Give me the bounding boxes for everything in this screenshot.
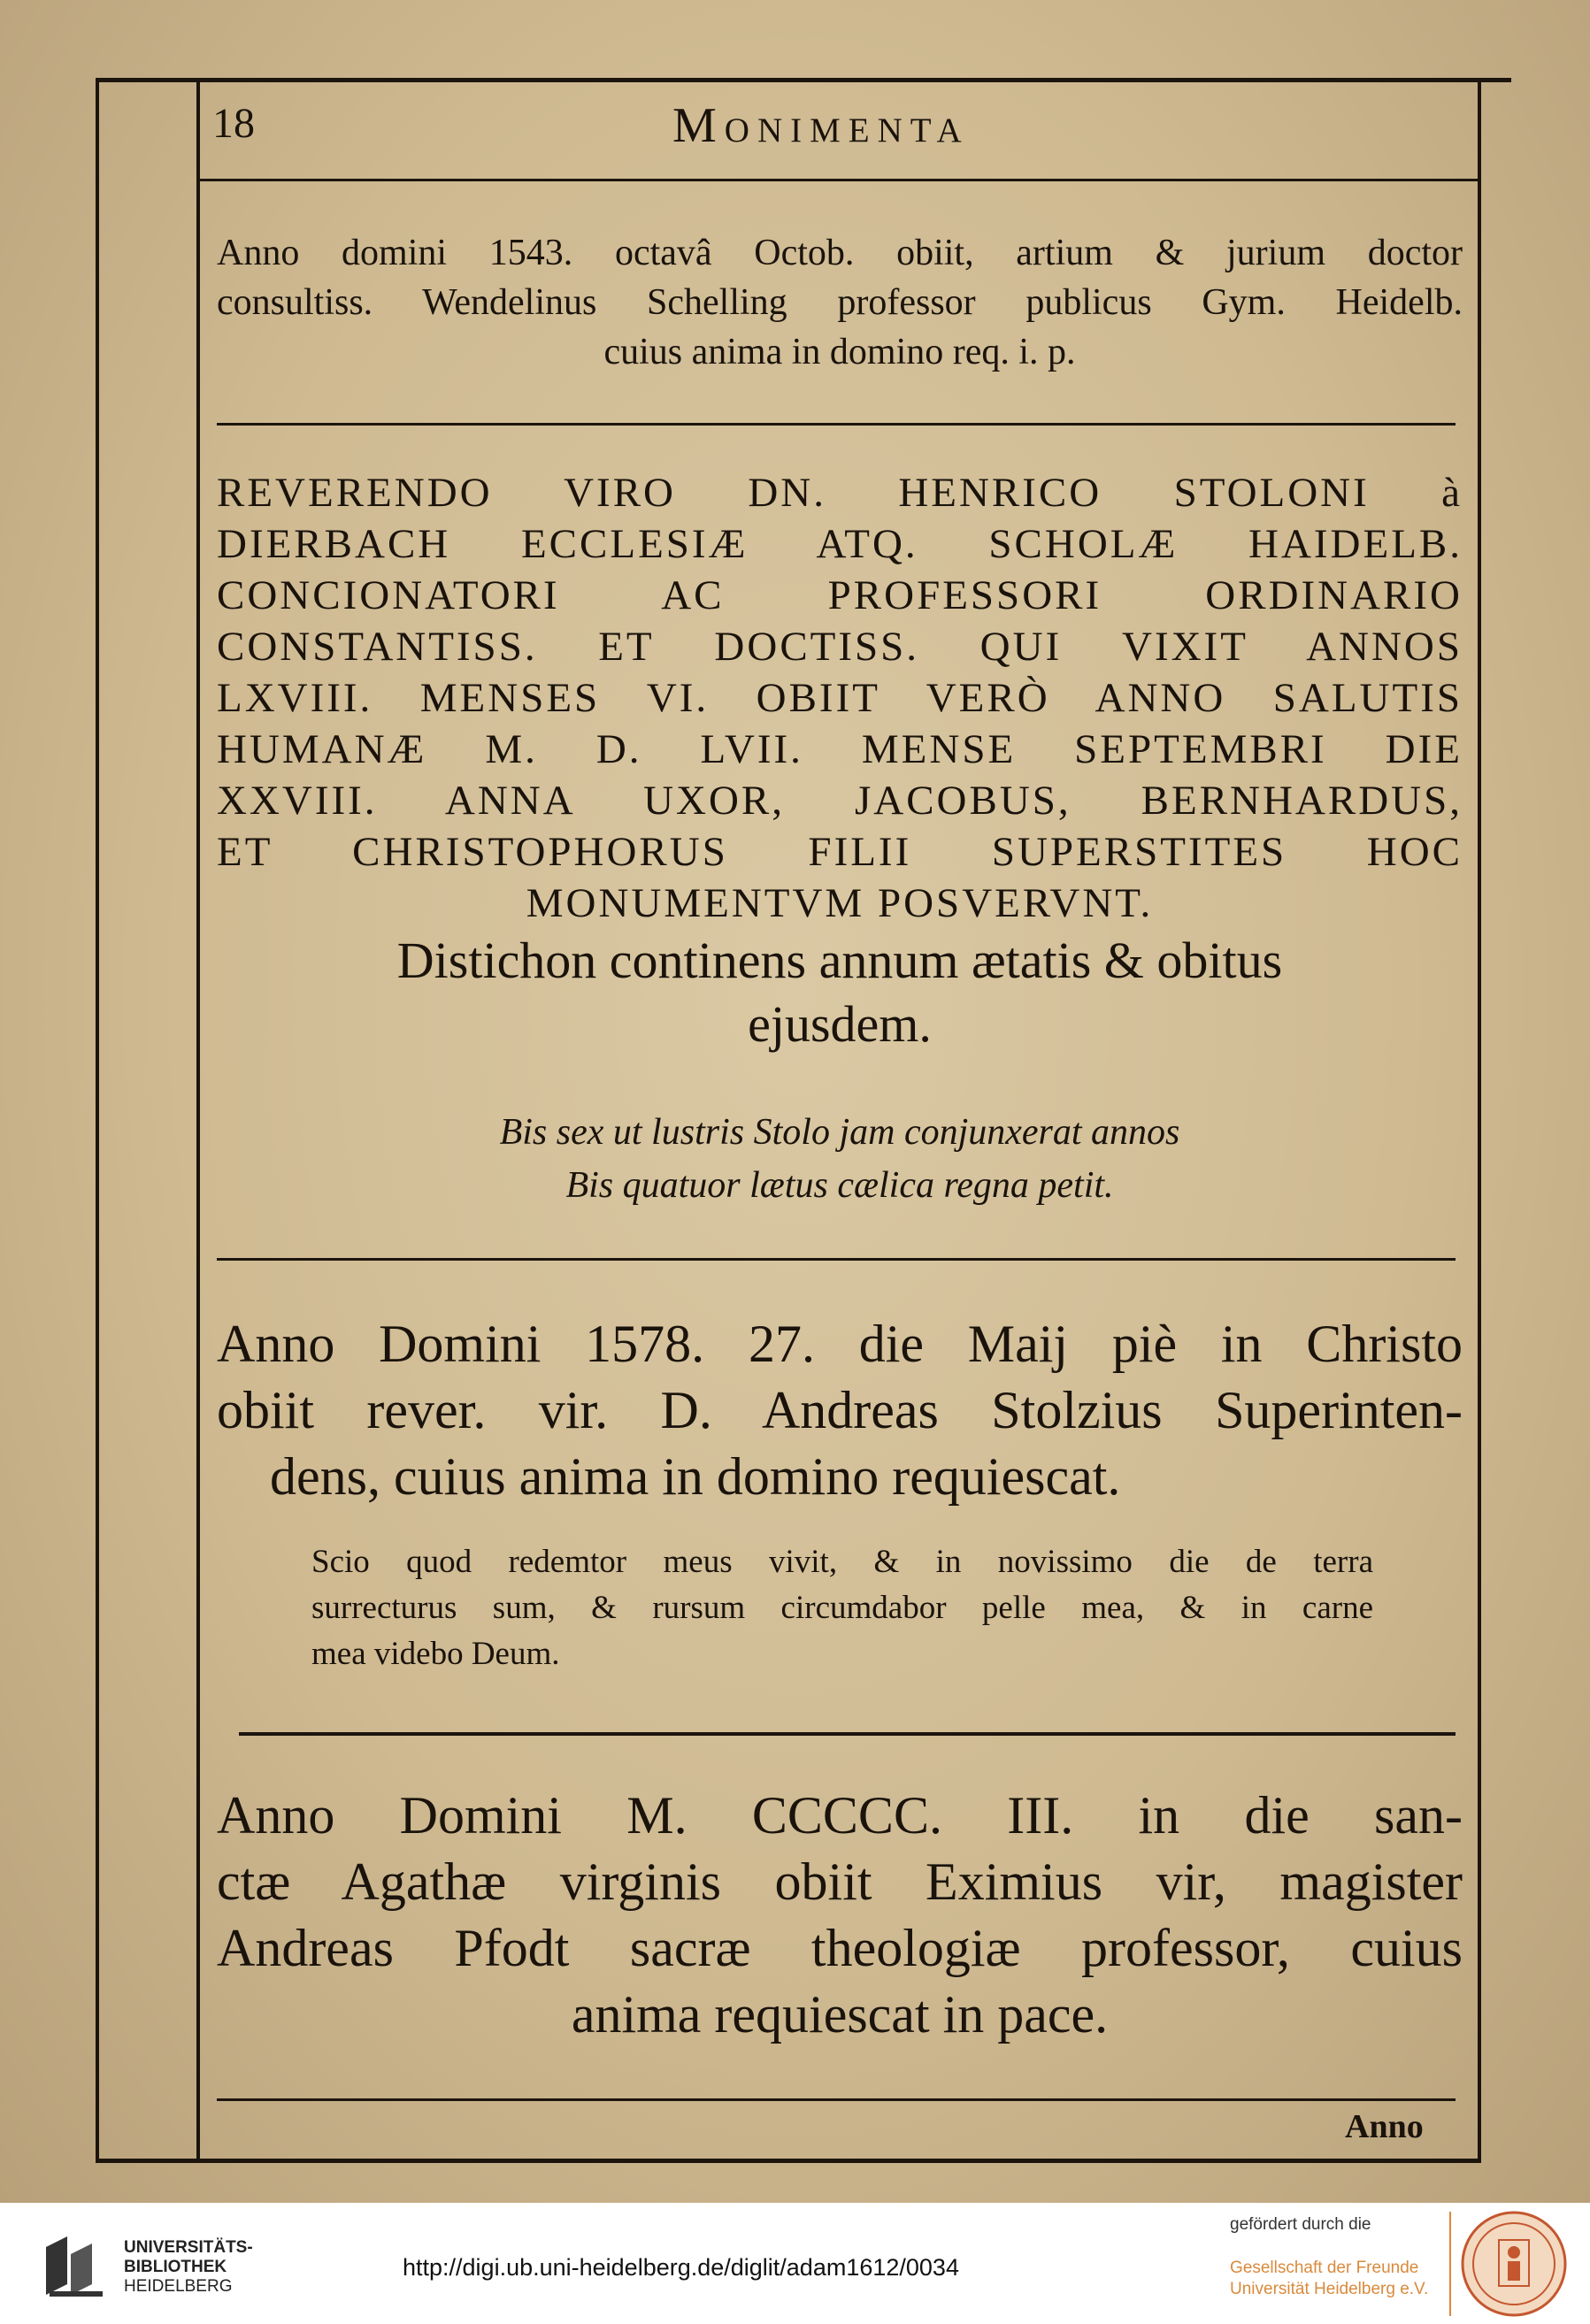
entry-line: Anno domini 1543. octavâ Octob. obiit, artium & jurium doctor: [217, 233, 1463, 273]
catchword: Anno: [1345, 2108, 1424, 2145]
entry-schelling: [217, 228, 1463, 377]
library-name-line: UNIVERSITÄTS-: [124, 2238, 253, 2257]
entry-line: consultiss. Wendelinus Schelling professor publicus Gym. Heidelb.: [217, 282, 1463, 323]
verse-line: Bis quatuor lætus cælica regna petit.: [565, 1165, 1114, 1206]
running-title: Monimenta: [672, 98, 970, 153]
entry-line: LXVIII. MENSES VI. OBIIT VERÒ ANNO SALUTIS: [217, 675, 1463, 721]
verse-line: Bis sex ut lustris Stolo jam conjunxerat annos: [499, 1112, 1180, 1153]
outer-left-rule: [96, 78, 99, 2161]
library-name: [124, 2238, 253, 2297]
entry-line: ctæ Agathæ virginis obiit Eximius vir, magister: [217, 1852, 1463, 1911]
top-rule: [96, 78, 1511, 82]
library-logo-icon: [37, 2229, 111, 2304]
entry-line: cuius anima in domino req. i. p.: [603, 332, 1076, 372]
separator-rule: [217, 2098, 1456, 2101]
page-number: 18: [212, 100, 255, 147]
society-name-line: Universität Heidelberg e.V.: [1230, 2280, 1429, 2298]
entry-stolzius: [217, 1311, 1463, 1510]
verse-line: Scio quod redemtor meus vivit, & in novissimo die de terra: [311, 1544, 1373, 1580]
separator-rule: [217, 423, 1456, 426]
stolzius-verse: [311, 1539, 1373, 1677]
entry-line: REVERENDO VIRO DN. HENRICO STOLONI à: [217, 470, 1463, 516]
entry-line: HUMANÆ M. D. LVII. MENSE SEPTEMBRI DIE: [217, 726, 1463, 772]
verse-line: surrecturus sum, & rursum circumdabor pelle mea, & in carne: [311, 1590, 1373, 1626]
entry-line: anima requiescat in pace.: [571, 1985, 1109, 2044]
right-rule: [1478, 78, 1481, 2161]
entry-line: Anno Domini M. CCCCC. III. in die san-: [217, 1786, 1463, 1845]
entry-line: Anno Domini 1578. 27. die Maij piè in Christo: [217, 1315, 1463, 1373]
footer-bar: [0, 2203, 1590, 2324]
bottom-rule: [96, 2159, 1481, 2163]
permalink-url[interactable]: http://digi.ub.uni-heidelberg.de/diglit/adam1612/0034: [403, 2254, 959, 2281]
society-name-line: Gesellschaft der Freunde: [1230, 2259, 1419, 2277]
society-name: [1230, 2258, 1428, 2300]
entry-line: CONSTANTISS. ET DOCTISS. QUI VIXIT ANNOS: [217, 624, 1463, 670]
entry-pfodt: [217, 1783, 1463, 2048]
header-rule: [196, 179, 1481, 181]
entry-stoloni: [217, 467, 1463, 929]
entry-line: CONCIONATORI AC PROFESSORI ORDINARIO: [217, 572, 1463, 618]
footer-divider: [1449, 2212, 1451, 2316]
distichon-heading: [217, 929, 1463, 1056]
funded-by-label: gefördert durch die: [1230, 2215, 1371, 2234]
library-name-line: BIBLIOTHEK: [124, 2258, 227, 2276]
entry-line: DIERBACH ECCLESIÆ ATQ. SCHOLÆ HAIDELB.: [217, 521, 1463, 567]
distichon-verse: [217, 1106, 1463, 1212]
entry-line: obiit rever. vir. D. Andreas Stolzius Superinten-: [217, 1381, 1463, 1439]
heading-line: ejusdem.: [748, 995, 932, 1053]
separator-rule: [239, 1732, 1456, 1736]
verse-line: mea videbo Deum.: [311, 1636, 560, 1672]
separator-rule: [217, 1258, 1456, 1261]
entry-line: MONUMENTVM POSVERVNT.: [526, 880, 1154, 926]
entry-line: Andreas Pfodt sacræ theologiæ professor, cuius: [217, 1919, 1463, 1977]
entry-line: ET CHRISTOPHORUS FILII SUPERSTITES HOC: [217, 829, 1463, 875]
inner-left-rule: [196, 78, 200, 2161]
entry-line: XXVIII. ANNA UXOR, JACOBUS, BERNHARDUS,: [217, 778, 1463, 824]
entry-line: dens, cuius anima in domino requiescat.: [270, 1447, 1121, 1506]
heading-line: Distichon continens annum ætatis & obitus: [396, 932, 1283, 989]
library-name-line: HEIDELBERG: [124, 2277, 233, 2296]
university-seal-icon: [1460, 2210, 1568, 2318]
